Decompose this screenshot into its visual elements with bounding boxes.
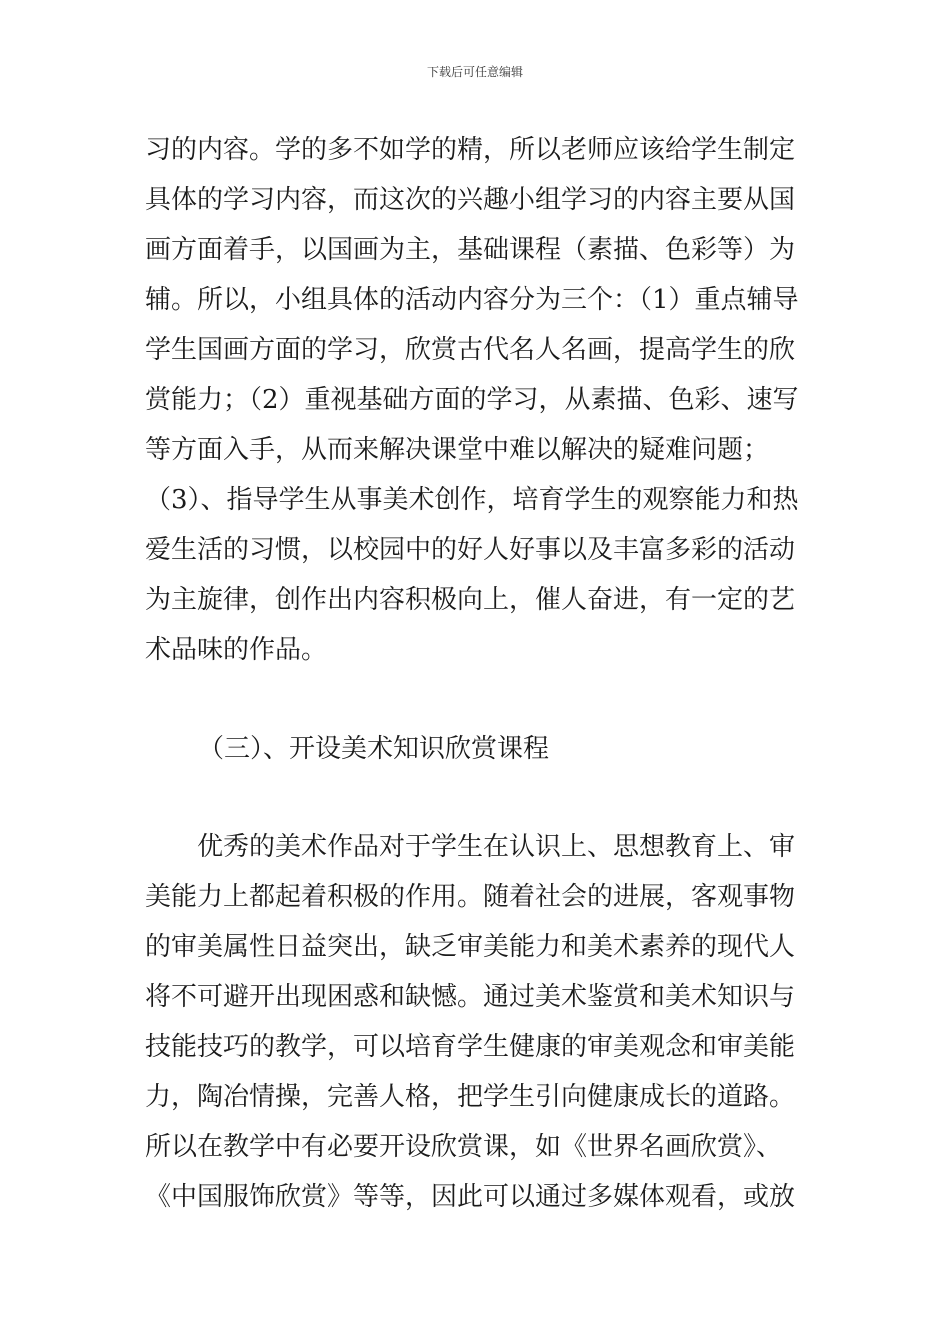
paragraph-line: 所以在教学中有必要开设欣赏课，如《世界名画欣赏》、	[145, 1132, 783, 1162]
paragraph-line: 学生国画方面的学习，欣赏古代名人名画，提高学生的欣	[145, 335, 796, 365]
paragraph-line: 将不可避开出现困惑和缺憾。通过美术鉴赏和美术知识与	[145, 982, 796, 1012]
paragraph-line: 等方面入手，从而来解决课堂中难以解决的疑难问题；	[145, 435, 770, 465]
paragraph-line: 辅。所以，小组具体的活动内容分为三个：（1）重点辅导	[145, 285, 799, 315]
paragraph-line: 习的内容。学的多不如学的精，所以老师应该给学生制定	[145, 135, 796, 165]
paragraph-line: 爱生活的习惯，以校园中的好人好事以及丰富多彩的活动	[145, 535, 796, 565]
paragraph-line: 为主旋律，创作出内容积极向上，催人奋进，有一定的艺	[145, 585, 796, 615]
paragraph-line: 《中国服饰欣赏》等等，因此可以通过多媒体观看，或放	[145, 1182, 796, 1212]
paragraph-line: 术品味的作品。	[145, 635, 328, 665]
section-heading: （三）、开设美术知识欣赏课程	[198, 734, 550, 764]
paragraph-line: 赏能力；（2）重视基础方面的学习，从素描、色彩、速写	[145, 385, 799, 415]
paragraph-line: 力，陶冶情操，完善人格，把学生引向健康成长的道路。	[145, 1082, 796, 1112]
paragraph-line: 优秀的美术作品对于学生在认识上、思想教育上、审	[197, 832, 796, 862]
paragraph-line: 具体的学习内容，而这次的兴趣小组学习的内容主要从国	[145, 185, 796, 215]
paragraph-line: 的审美属性日益突出，缺乏审美能力和美术素养的现代人	[145, 932, 796, 962]
paragraph-line: 技能技巧的教学，可以培育学生健康的审美观念和审美能	[145, 1032, 796, 1062]
paragraph-line: 画方面着手，以国画为主，基础课程（素描、色彩等）为	[145, 235, 796, 265]
paragraph-line: 美能力上都起着积极的作用。随着社会的进展，客观事物	[145, 882, 796, 912]
page-header: 下载后可任意编辑	[426, 65, 523, 79]
paragraph-line: （3）、指导学生从事美术创作，培育学生的观察能力和热	[145, 485, 799, 515]
